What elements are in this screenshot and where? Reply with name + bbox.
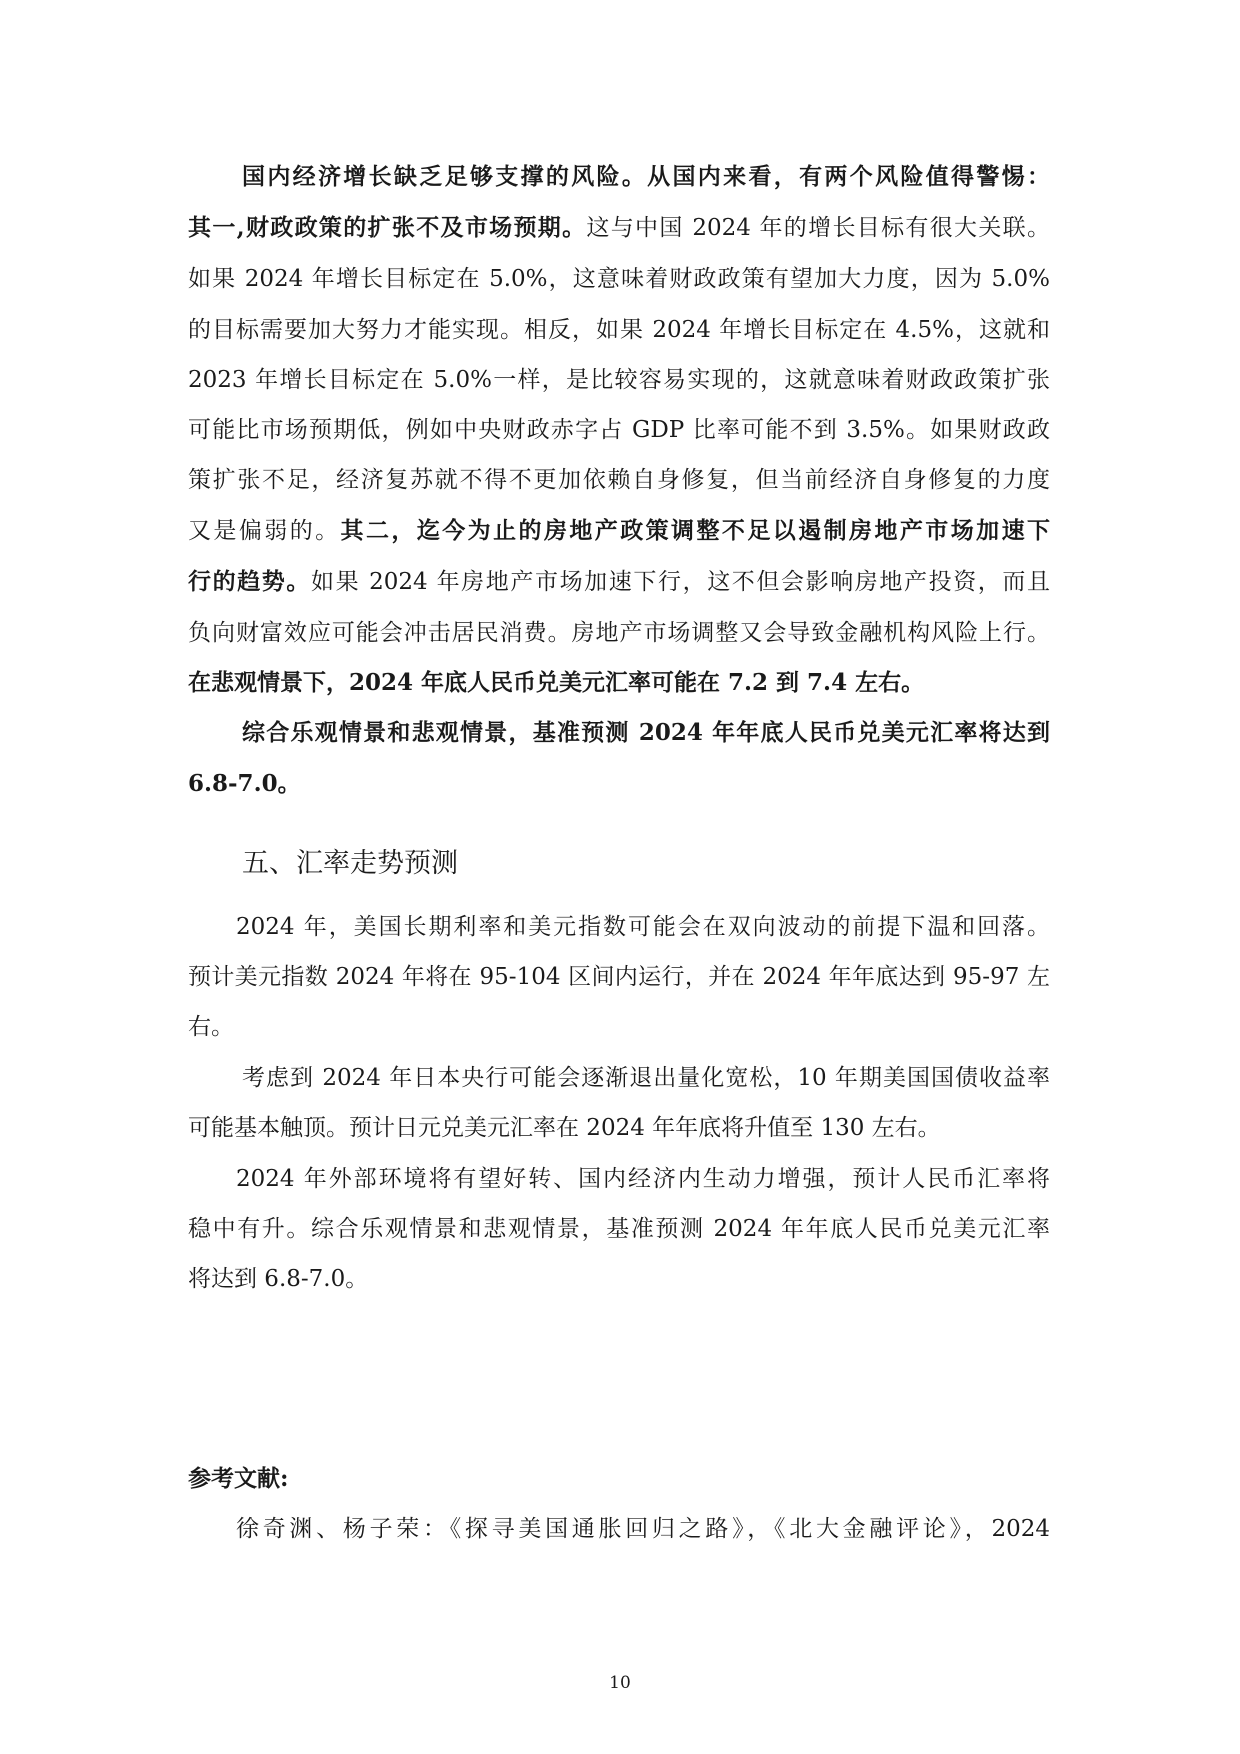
page-number: 10: [609, 1673, 631, 1693]
para1-line-11: 在悲观情景下，2024 年底人民币兑美元汇率可能在 7.2 到 7.4 左右。: [188, 669, 925, 696]
para2-line-2: 6.8-7.0。: [188, 770, 301, 797]
para2-line-1: 综合乐观情景和悲观情景，基准预测 2024 年年底人民币兑美元汇率将达到: [242, 719, 1050, 746]
para1-line-2-bold: 其一,财政政策的扩张不及市场预期。: [188, 214, 587, 241]
para1-line-7: 策扩张不足，经济复苏就不得不更加依赖自身修复，但当前经济自身修复的力度: [188, 467, 1050, 493]
para3-line-2: 预计美元指数 2024 年将在 95-104 区间内运行，并在 2024 年年底达到 95-97 左: [188, 964, 1050, 990]
para4-line-2: 可能基本触顶。预计日元兑美元汇率在 2024 年年底将升值至 130 左右。: [188, 1115, 941, 1141]
section-heading: 五、汇率走势预测: [242, 848, 458, 879]
para1-line-8-rest: 又是偏弱的。: [188, 518, 341, 544]
para1-line-5: 2023 年增长目标定在 5.0%一样，是比较容易实现的，这就意味着财政政策扩张: [188, 367, 1050, 393]
para5-line-1: 2024 年外部环境将有望好转、国内经济内生动力增强，预计人民币汇率将: [236, 1166, 1050, 1192]
para1-line-2-rest: 这与中国 2024 年的增长目标有很大关联。: [586, 215, 1050, 241]
para1-line-1: 国内经济增长缺乏足够支撑的风险。从国内来看，有两个风险值得警惕：: [242, 163, 1050, 190]
para5-line-3: 将达到 6.8-7.0。: [188, 1266, 369, 1292]
para1-line-10: 负向财富效应可能会冲击居民消费。房地产市场调整又会导致金融机构风险上行。: [188, 620, 1050, 646]
para3-line-1: 2024 年，美国长期利率和美元指数可能会在双向波动的前提下温和回落。: [236, 914, 1050, 940]
para3-line-3: 右。: [188, 1014, 234, 1040]
para1-line-9-rest: 如果 2024 年房地产市场加速下行，这不但会影响房地产投资，而且: [311, 569, 1051, 595]
para1-line-9: [188, 567, 1050, 597]
para1-line-4: 的目标需要加大努力才能实现。相反，如果 2024 年增长目标定在 4.5%，这就和: [188, 317, 1050, 343]
reference-item: 徐奇渊、杨子荣：《探寻美国通胀回归之路》，《北大金融评论》，2024: [236, 1516, 1050, 1542]
para1-line-9-bold: 行的趋势。: [188, 568, 312, 595]
para1-line-8: [188, 516, 1050, 546]
para1-line-3: 如果 2024 年增长目标定在 5.0%，这意味着财政政策有望加大力度，因为 5.0%: [188, 266, 1050, 292]
para1-line-6: 可能比市场预期低，例如中央财政赤字占 GDP 比率可能不到 3.5%。如果财政政: [188, 417, 1050, 443]
para5-line-2: 稳中有升。综合乐观情景和悲观情景，基准预测 2024 年年底人民币兑美元汇率: [188, 1216, 1050, 1242]
para1-line-2: [188, 213, 1050, 243]
para1-line-8-bold: 其二，迄今为止的房地产政策调整不足以遏制房地产市场加速下: [340, 517, 1051, 544]
para4-line-1: 考虑到 2024 年日本央行可能会逐渐退出量化宽松，10 年期美国国债收益率: [242, 1065, 1050, 1091]
references-title: 参考文献:: [188, 1465, 289, 1492]
